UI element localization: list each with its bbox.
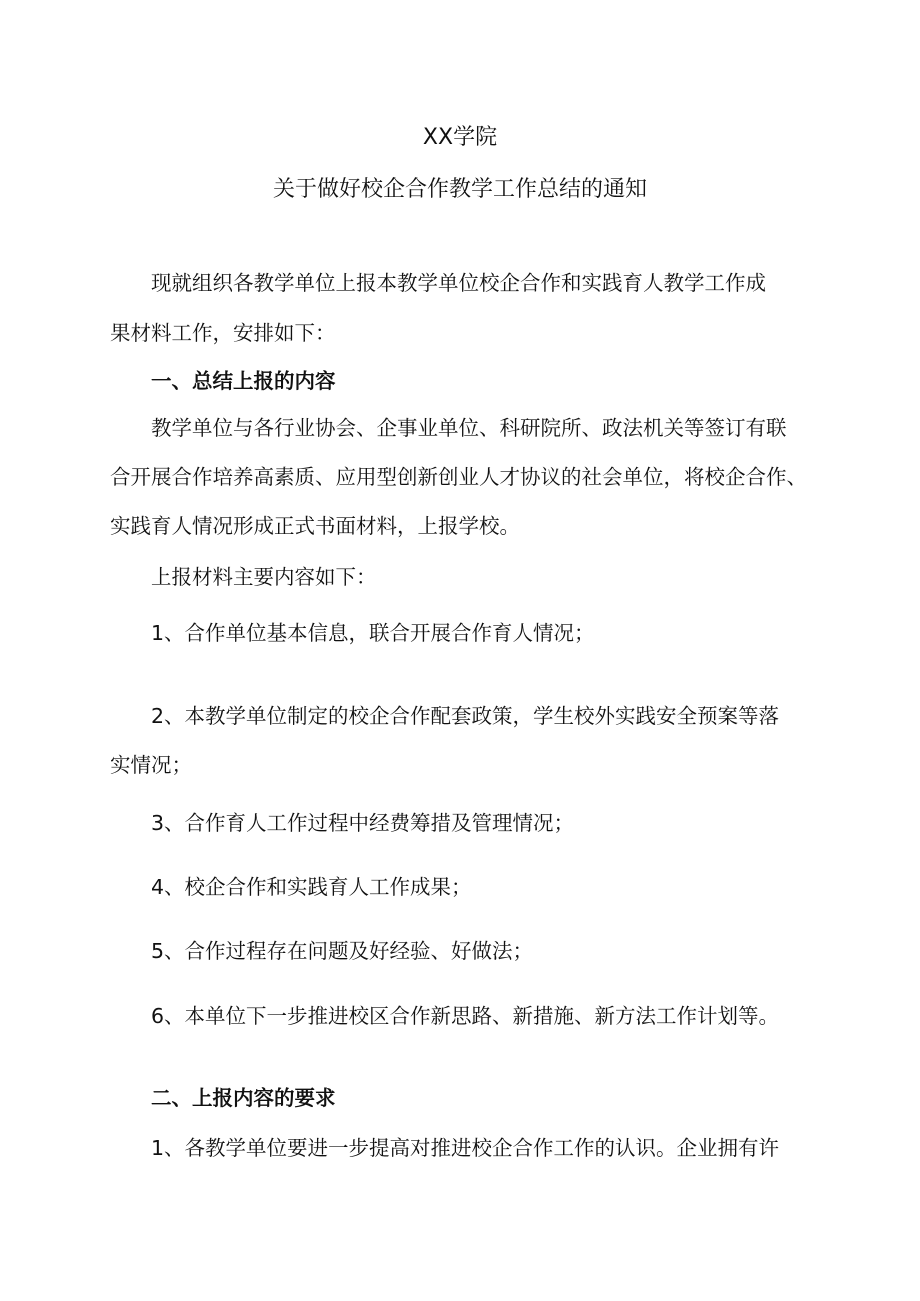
list-item: 2、本教学单位制定的校企合作配套政策，学生校外实践安全预案等落 xyxy=(151,704,780,728)
section-2-item-1: 1、各教学单位要进一步提高对推进校企合作工作的认识。企业拥有许 xyxy=(151,1136,780,1160)
list-item: 4、校企合作和实践育人工作成果； xyxy=(151,875,472,899)
section-2-heading: 二、上报内容的要求 xyxy=(151,1086,336,1110)
materials-intro: 上报材料主要内容如下： xyxy=(151,565,377,589)
list-item: 1、合作单位基本信息，联合开展合作育人情况； xyxy=(151,621,595,645)
intro-line-2: 果材料工作，安排如下： xyxy=(110,321,336,345)
section-1-para-line-2: 合开展合作培养高素质、应用型创新创业人才协议的社会单位，将校企合作、 xyxy=(110,465,807,489)
institution-title: XX学院 xyxy=(422,125,498,150)
section-1-para-line-3: 实践育人情况形成正式书面材料，上报学校。 xyxy=(110,514,520,538)
list-item: 5、合作过程存在问题及好经验、好做法； xyxy=(151,939,534,963)
section-1-heading: 一、总结上报的内容 xyxy=(151,369,336,393)
notice-title: 关于做好校企合作教学工作总结的通知 xyxy=(272,177,647,202)
intro-line-1: 现就组织各教学单位上报本教学单位校企合作和实践育人教学工作成 xyxy=(151,271,766,295)
list-item: 3、合作育人工作过程中经费筹措及管理情况； xyxy=(151,811,575,835)
list-item: 6、本单位下一步推进校区合作新思路、新措施、新方法工作计划等。 xyxy=(151,1004,780,1028)
section-1-para-line-1: 教学单位与各行业协会、企事业单位、科研院所、政法机关等签订有联 xyxy=(151,416,787,440)
list-item-continuation: 实情况； xyxy=(110,753,192,777)
